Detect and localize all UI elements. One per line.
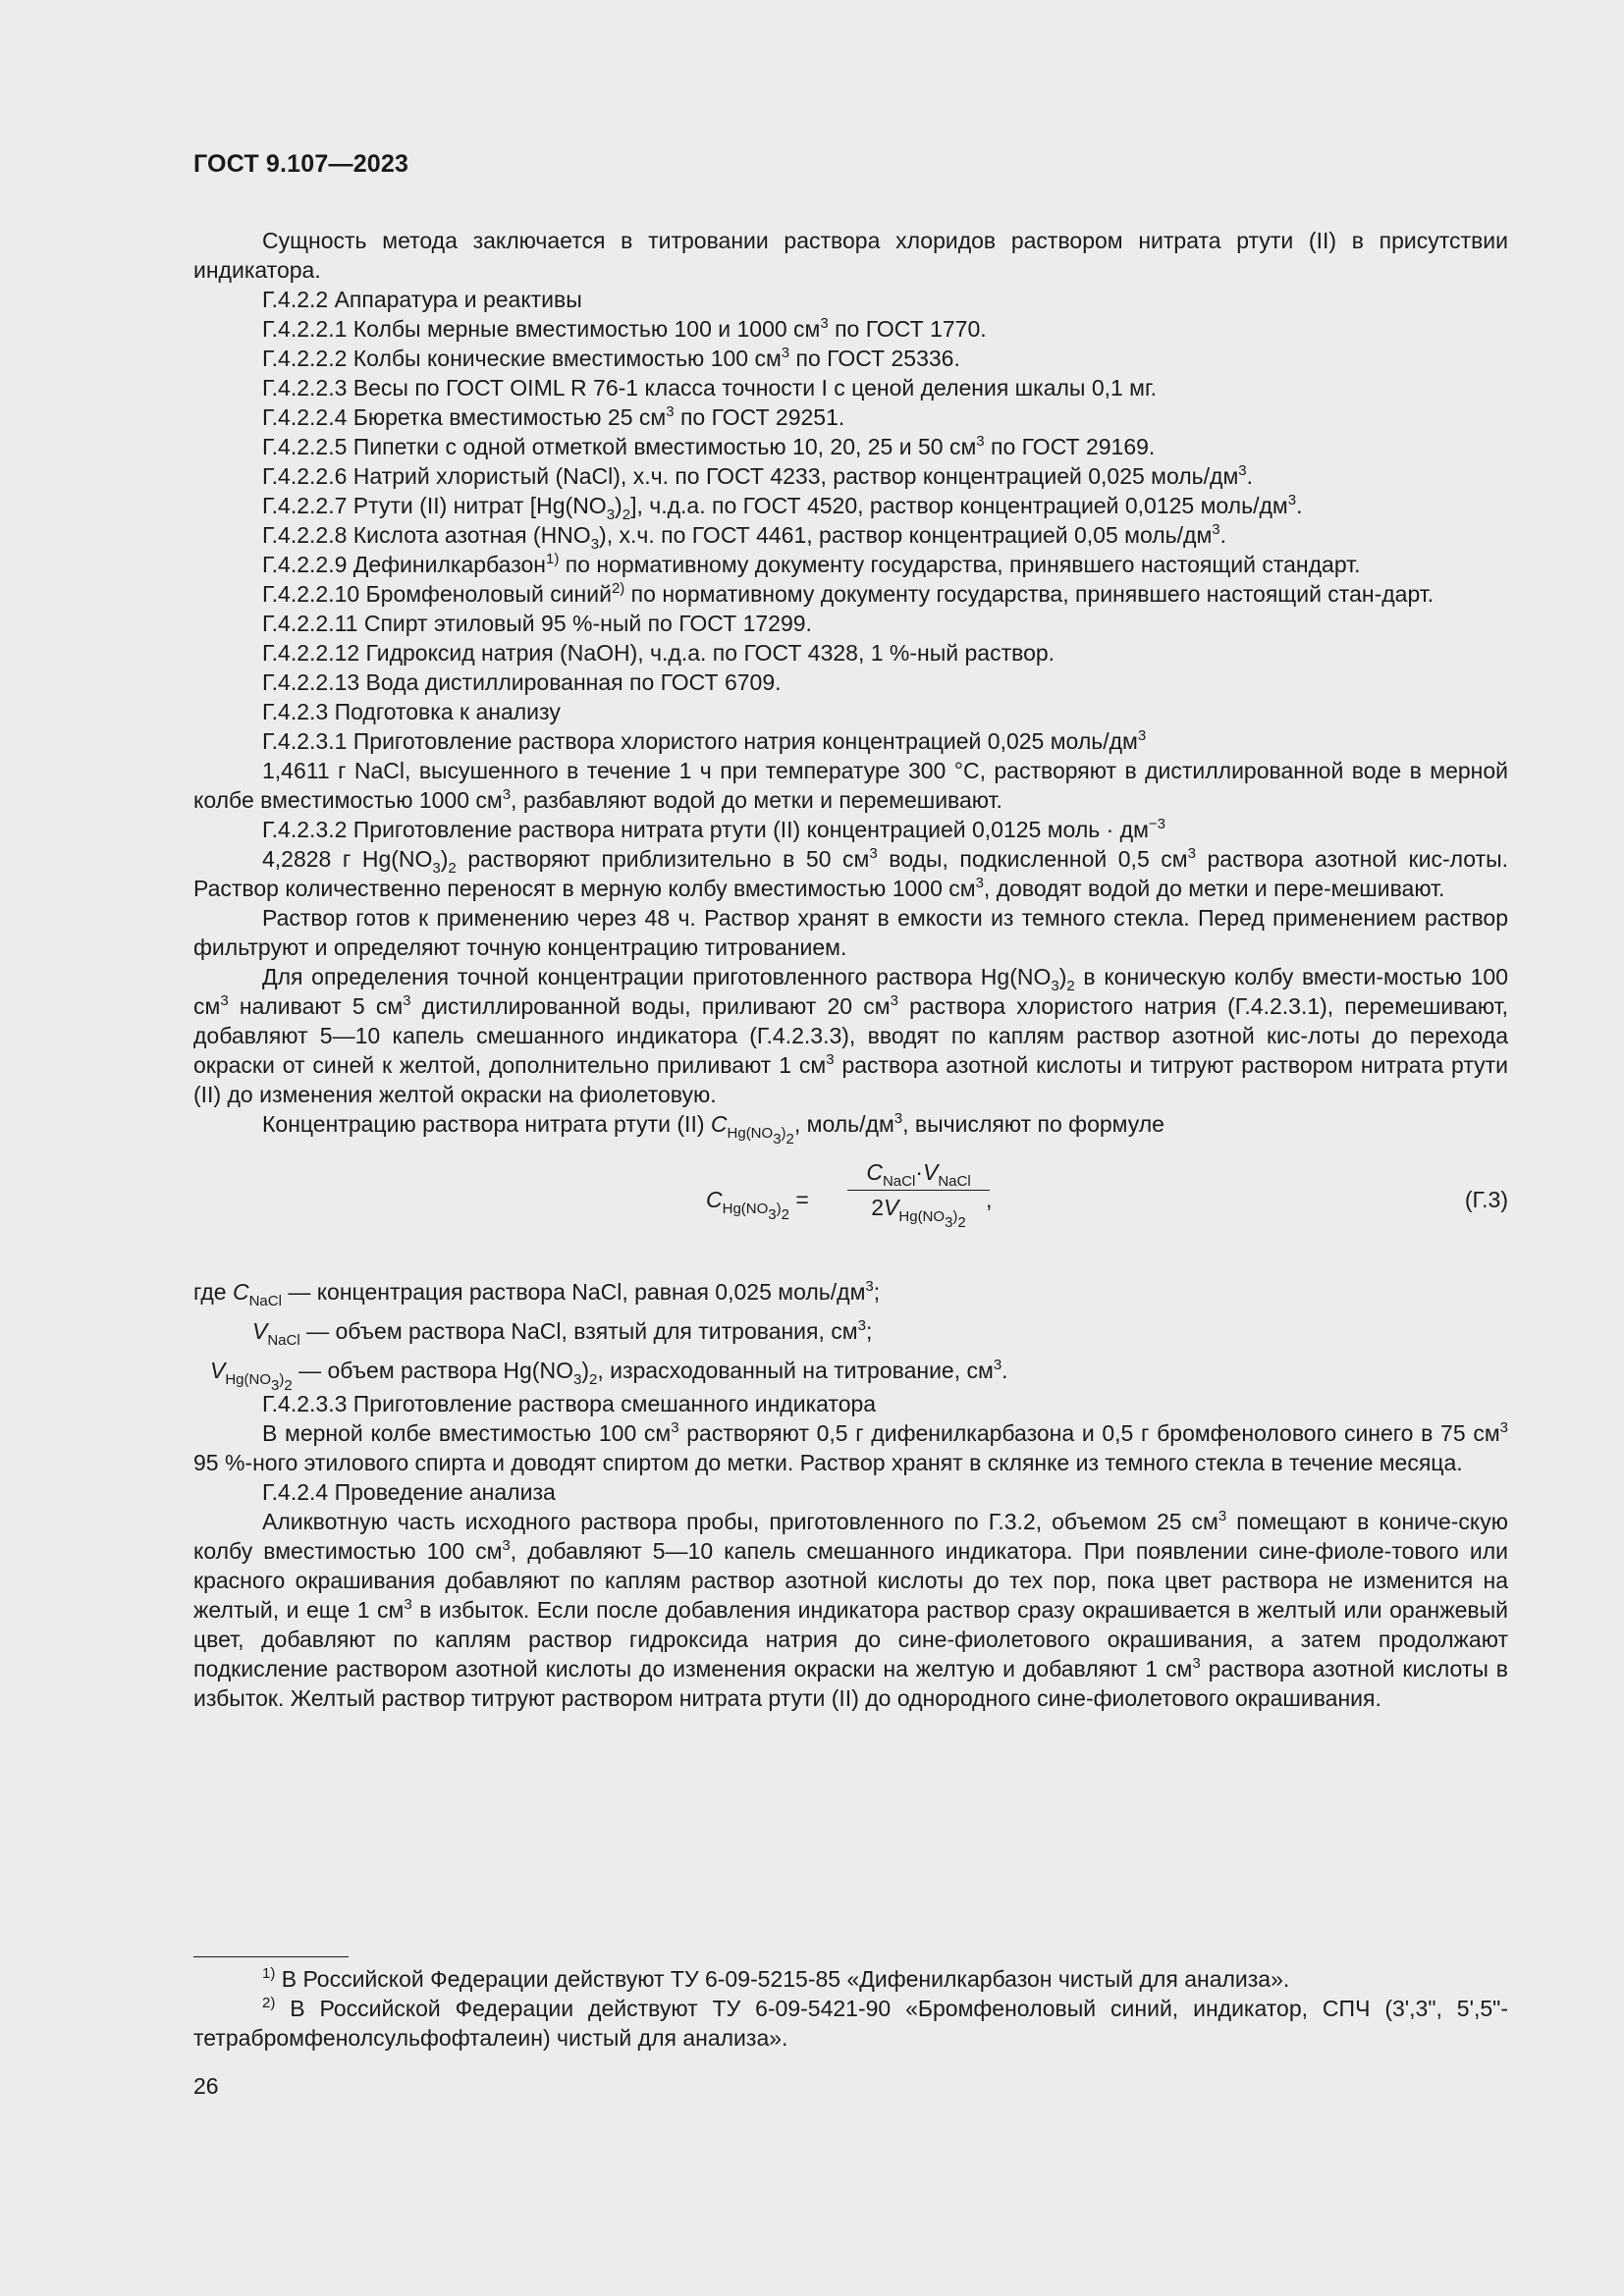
list-item: Г.4.2.2.2 Колбы конические вместимостью 100 $см^3$ по ГОСТ 25336. [262, 345, 960, 371]
formula-numerator: $C_{NaCl}\cdot V_{NaCl}$ [847, 1157, 990, 1191]
subsection-heading: Г.4.2.3.2 Приготовление раствора нитрата ртути (II) концентрацией 0,0125 моль · $дм^{-3}$ [262, 816, 1166, 842]
subsection-heading: Г.4.2.3.3 Приготовление раствора смешанного индикатора [262, 1391, 877, 1416]
body-paragraph: В мерной колбе вместимостью 100 $см^3$ растворяют 0,5 г дифенилкарбазона и 0,5 г бромфенолового синего в 75 $см^3$ 95 %-ного этилового спирта и доводят спиртом до метки. Раствор хранят в склянке из темного стекла в течение месяца. [193, 1419, 1508, 1475]
section-heading: Г.4.2.2 Аппаратура и реактивы [262, 287, 582, 312]
list-item: Г.4.2.2.6 Натрий хлористый (NaCl), х.ч. по ГОСТ 4233, раствор концентрацией 0,025 моль/$дм^3$. [262, 462, 1254, 489]
footnotes [193, 1964, 1508, 2053]
list-item: Г.4.2.2.10 Бромфеноловый синий$^{2)}$ по нормативному документу государства, принявшего настоящий стан-дарт. [262, 580, 1435, 607]
list-item: Г.4.2.2.7 Ртути (II) нитрат $[Hg(NO_3)_2]$, ч.д.а. по ГОСТ 4520, раствор концентрацией 0,0125 моль/$дм^3$. [262, 492, 1303, 523]
list-item: Г.4.2.2.12 Гидроксид натрия (NaOH), ч.д.а. по ГОСТ 4328, 1 %-ный раствор. [262, 640, 1056, 666]
document-header: ГОСТ 9.107—2023 [193, 150, 409, 178]
method-essence-paragraph: Сущность метода заключается в титровании раствора хлоридов раствором нитрата ртути (II) в присутствии индикатора. [193, 228, 1508, 283]
body-paragraph: Для определения точной концентрации приготовленного раствора $Hg(NO_3)_2$ в коническую колбу вмести-мостью 100 $см^3$ наливают 5 $см^3$ дистиллированной воды, приливают 20 $см^3$ раствора хлористого натрия (Г.4.2.3.1), перемешивают, добавляют 5—10 капель смешанного индикатора (Г.4.2.3.3), вводят по каплям раствор азотной кис-лоты до перехода окраски от синей к желтой, дополнительно приливают 1 $см^3$ раствора азотной кислоты и титруют раствором нитрата ртути (II) до изменения желтой окраски на фиолетовую. [193, 964, 1508, 1107]
list-item: Г.4.2.2.4 Бюретка вместимостью 25 $см^3$ по ГОСТ 29251. [262, 403, 845, 430]
footnote-item: $^{2)}$ В Российской Федерации действуют ТУ 6-09-5421-90 «Бромфеноловый синий, индикатор, СПЧ (3',3", 5',5"-тетрабромфенолсульфофталеин) чистый для анализа». [193, 1995, 1508, 2051]
formula-lhs: $C_{Hg(NO_3)_2}$ = [706, 1187, 809, 1223]
body-paragraph: Раствор готов к применению через 48 ч. Раствор хранят в емкости из темного стекла. Перед применением раствор фильтруют и определяют точную концентрацию титрованием. [193, 905, 1508, 960]
list-item: Г.4.2.2.5 Пипетки с одной отметкой вместимостью 10, 20, 25 и 50 $см^3$ по ГОСТ 29169. [262, 433, 1156, 459]
body-paragraph: 4,2828 г $Hg(NO_3)_2$ растворяют приблизительно в 50 $см^3$ воды, подкисленной 0,5 $см^3$ раствора азотной кис-лоты. Раствор количественно переносят в мерную колбу вместимостью 1000 $см^3$, доводят водой до метки и пере-мешивают. [193, 845, 1509, 901]
page-number: 26 [193, 2073, 219, 2099]
formula-g3 [193, 1157, 1508, 1255]
formula-number: (Г.3) [1464, 1187, 1508, 1212]
subsection-heading: Г.4.2.3.1 Приготовление раствора хлористого натрия концентрацией 0,025 моль/$дм^3$ [262, 727, 1147, 754]
body-paragraph: Концентрацию раствора нитрата ртути (II) $C_{Hg(NO_3)_2}$, моль/$дм^3$, вычисляют по формуле [262, 1110, 1164, 1148]
section-heading: Г.4.2.3 Подготовка к анализу [262, 699, 561, 724]
list-item: Г.4.2.2.9 Дефинилкарбазон$^{1)}$ по нормативному документу государства, принявшего настоящий стандарт. [262, 551, 1361, 577]
body-paragraph: Аликвотную часть исходного раствора пробы, приготовленного по Г.3.2, объемом 25 $см^3$ помещают в кониче-скую колбу вместимостью 100 $см^3$, добавляют 5—10 капель смешанного индикатора. При появлении сине-фиоле-тового или красного окрашивания добавляют по каплям раствор азотной кислоты до тех пор, пока цвет раствора не изменится на желтый, и еще 1 $см^3$ в избыток. Если после добавления индикатора раствор сразу окрашивается в желтый или оранжевый цвет, добавляют по каплям раствор гидроксида натрия до сине-фиолетового окрашивания, а затем продолжают подкисление раствором азотной кислоты до изменения окраски на желтую и добавляют 1 $см^3$ раствора азотной кислоты в избыток. Желтый раствор титруют раствором нитрата ртути (II) до однородного сине-фиолетового окрашивания. [193, 1508, 1509, 1711]
legend-row: $V_{Hg(NO_3)_2}$ — объем раствора $Hg(NO_3)_2$, израсходованный на титрование, $см^3$. [210, 1357, 1008, 1394]
footnote-item: $^{1)}$ В Российской Федерации действуют ТУ 6-09-5215-85 «Дифенилкарбазон чистый для анализа». [262, 1965, 1290, 1992]
formula-fraction [847, 1157, 993, 1231]
section-heading: Г.4.2.4 Проведение анализа [262, 1479, 556, 1505]
list-item: Г.4.2.2.1 Колбы мерные вместимостью 100 и 1000 $см^3$ по ГОСТ 1770. [262, 315, 987, 342]
formula-denominator: $2V_{Hg(NO_3)_2}$ [871, 1195, 966, 1231]
footnote-ref[interactable]: 2) [611, 580, 625, 597]
body-paragraph: 1,4611 г NaCl, высушенного в течение 1 ч при температуре 300 °С, растворяют в дистиллированной воде в мерной колбе вместимостью 1000 $см^3$, разбавляют водой до метки и перемешивают. [193, 758, 1508, 813]
legend-row: $V_{NaCl}$ — объем раствора NaCl, взятый для титрования, $см^3$; [252, 1317, 873, 1349]
footnote-ref[interactable]: 1) [545, 551, 560, 567]
list-item: Г.4.2.2.13 Вода дистиллированная по ГОСТ 6709. [262, 669, 782, 695]
formula-comma: , [986, 1187, 993, 1212]
list-item: Г.4.2.2.3 Весы по ГОСТ OIML R 76-1 класса точности I с ценой деления шкалы 0,1 мг. [262, 375, 1157, 400]
list-item: Г.4.2.2.8 Кислота азотная $(HNO_3)$, х.ч. по ГОСТ 4461, раствор концентрацией 0,05 моль/$дм^3$. [262, 521, 1226, 553]
document-body [193, 226, 1508, 1713]
footnote-divider [193, 1956, 349, 1957]
list-item: Г.4.2.2.11 Спирт этиловый 95 %-ный по ГОСТ 17299. [262, 611, 812, 636]
legend-row: где $C_{NaCl}$ — концентрация раствора NaCl, равная 0,025 моль/$дм^3$; [193, 1278, 881, 1309]
